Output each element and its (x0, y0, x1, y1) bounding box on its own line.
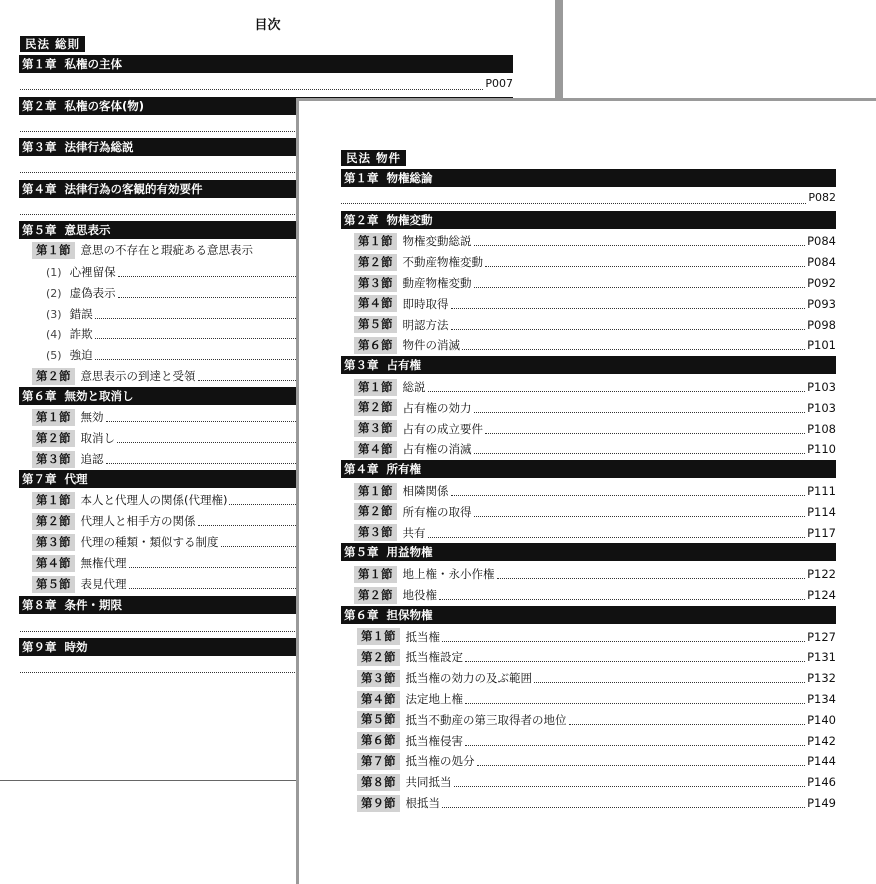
chapter-title: 用益物権 (386, 545, 433, 560)
section-row (354, 336, 836, 354)
section-title: 相隣関係 (402, 484, 449, 498)
section-row: 第２節 意思表示の到達と受領 (32, 367, 522, 385)
section-row (354, 295, 836, 313)
section-title: 即時取得 (402, 296, 449, 311)
section-number: 第４節 (357, 691, 400, 708)
section-label: 民法 物件 (341, 150, 406, 166)
section-row (354, 253, 836, 271)
page-number: P149 (807, 796, 836, 810)
section-title: 明認方法 (402, 317, 449, 332)
subsection-item: (2) 虚偽表示 (46, 284, 516, 302)
section-title: 抵当権の処分 (405, 754, 475, 769)
section-title: 地上権・永小作権 (402, 567, 495, 582)
section-title: 抵当権の効力の及ぶ範囲 (405, 671, 532, 686)
chapter-heading (341, 356, 836, 374)
front-page (296, 98, 876, 884)
chapter-page-line: P007 (20, 78, 513, 90)
section-row: 第５節 表見代理 (32, 575, 522, 593)
section-row: 第２節 取消し (32, 429, 522, 447)
chapter-title: 占有権 (386, 358, 421, 373)
section-title: 所有権の取得 (402, 504, 472, 519)
section-row (354, 232, 836, 250)
page-number: P144 (807, 754, 836, 769)
page-number: P098 (807, 317, 836, 332)
section-row (354, 378, 836, 396)
page-number: P111 (807, 484, 836, 498)
section-title: 抵当権設定 (405, 650, 463, 665)
chapter-number: 第３章 (344, 358, 379, 373)
chapter-heading (341, 460, 836, 478)
chapter-heading: 第１章 私権の主体 (19, 55, 513, 73)
section-number: 第２節 (357, 649, 400, 666)
section-row (357, 794, 836, 812)
section-row (357, 690, 836, 708)
chapter-heading: 第３章 法律行為総説 (19, 138, 513, 156)
section-row (354, 316, 836, 334)
page-number: P084 (807, 234, 836, 249)
chapter-heading (341, 543, 836, 561)
section-number: 第２節 (354, 399, 397, 416)
section-title: 共同抵当 (405, 775, 452, 790)
section-row: 第４節 無権代理 (32, 554, 522, 572)
chapter-heading: 第５章 意思表示 (19, 221, 513, 239)
section-title: 占有権の効力 (402, 400, 472, 415)
page-number: P132 (807, 671, 836, 686)
section-row: 第１節 意思の不存在と瑕疵ある意思表示 (32, 241, 522, 259)
chapter-heading (341, 169, 836, 187)
section-row (357, 669, 836, 687)
section-row (357, 711, 836, 729)
section-row: 第１節 本人と代理人の関係(代理権) (32, 491, 522, 509)
page-number: P117 (807, 525, 836, 540)
chapter-heading: 第６章 無効と取消し (19, 387, 513, 405)
page-number: P103 (807, 400, 836, 415)
page-number: P110 (807, 442, 836, 457)
chapter-title: 物権総論 (386, 171, 433, 185)
section-number: 第３節 (354, 420, 397, 437)
section-title: 抵当権侵害 (405, 733, 463, 748)
page-number: P146 (807, 775, 836, 790)
section-title: 抵当権 (405, 629, 440, 644)
page-number: P084 (807, 255, 836, 270)
section-number: 第４節 (354, 441, 397, 458)
page-number: P101 (807, 338, 836, 353)
section-title: 不動産物権変動 (402, 255, 483, 270)
section-row (357, 752, 836, 770)
section-row (354, 399, 836, 417)
page-shadow (555, 0, 563, 98)
section-number: 第１節 (354, 483, 397, 500)
chapter-heading: 第８章 条件・期限 (19, 596, 513, 614)
section-number: 第２節 (354, 254, 397, 271)
section-number: 第９節 (357, 795, 400, 812)
section-number: 第６節 (357, 732, 400, 749)
section-number: 第３節 (354, 524, 397, 541)
subsection-item: (3) 錯誤 (46, 305, 516, 323)
section-row: 第３節 代理の種類・類似する制度 (32, 533, 522, 551)
section-row (354, 274, 836, 292)
page-number: P142 (807, 733, 836, 748)
section-number: 第４節 (354, 295, 397, 312)
chapter-title: 物権変動 (386, 212, 433, 227)
chapter-heading (341, 211, 836, 229)
section-title: 法定地上権 (405, 692, 463, 706)
section-row (354, 586, 836, 604)
section-number: 第３節 (357, 670, 400, 687)
chapter-heading: 第７章 代理 (19, 470, 513, 488)
page-number: P134 (807, 692, 836, 706)
section-number: 第７節 (357, 753, 400, 770)
section-title: 物件の消滅 (402, 338, 460, 353)
page-number: P131 (807, 650, 836, 665)
section-row (354, 420, 836, 438)
section-row (357, 628, 836, 646)
section-number: 第２節 (354, 503, 397, 520)
section-title: 物権変動総説 (402, 234, 472, 249)
section-row: 第３節 追認 (32, 450, 522, 468)
subsection-item: (5) 強迫 (46, 346, 516, 364)
section-number: 第５節 (357, 711, 400, 728)
chapter-number: 第４章 (344, 462, 379, 477)
section-number: 第３節 (354, 275, 397, 292)
chapter-heading (341, 606, 836, 624)
section-number: 第５節 (354, 316, 397, 333)
chapter-page-line (341, 192, 836, 204)
section-title: 根抵当 (405, 796, 440, 810)
section-row (354, 482, 836, 500)
section-number: 第６節 (354, 337, 397, 354)
section-row: 第２節 代理人と相手方の関係 (32, 512, 522, 530)
section-title: 動産物権変動 (402, 276, 472, 290)
page-number: P093 (807, 296, 836, 311)
page-number: P140 (807, 712, 836, 727)
page-number: P127 (807, 629, 836, 644)
section-row (354, 524, 836, 542)
chapter-number: 第６章 (344, 607, 379, 622)
section-number: 第１節 (354, 379, 397, 396)
section-number: 第８節 (357, 774, 400, 791)
section-row: 第１節 無効 (32, 408, 522, 426)
section-number: 第１節 (354, 233, 397, 250)
chapter-title: 所有権 (386, 462, 421, 477)
section-title: 共有 (402, 525, 426, 540)
page-number: P114 (807, 504, 836, 519)
section-label: 民法 総則 (20, 36, 85, 52)
section-row (354, 503, 836, 521)
page-number: P103 (807, 380, 836, 394)
page-number: P124 (807, 588, 836, 602)
chapter-heading: 第２章 私権の客体(物) (19, 97, 513, 115)
section-row (357, 648, 836, 666)
chapter-number: 第２章 (344, 212, 379, 227)
page-number: P092 (807, 276, 836, 290)
chapter-number: 第５章 (344, 545, 379, 560)
page-number: P108 (807, 421, 836, 436)
section-row (357, 732, 836, 750)
section-row (354, 565, 836, 583)
subsection-item: (4) 詐欺 (46, 325, 516, 343)
subsection-item: (1) 心裡留保 (46, 263, 516, 281)
chapter-heading: 第４章 法律行為の客観的有効要件 (19, 180, 513, 198)
section-title: 抵当不動産の第三取得者の地位 (405, 712, 567, 727)
section-title: 地役権 (402, 588, 437, 602)
section-row (354, 440, 836, 458)
section-title: 占有権の消滅 (402, 442, 472, 457)
page-number: P122 (807, 567, 836, 582)
chapter-title: 担保物権 (386, 607, 433, 622)
chapter-heading: 第９章 時効 (19, 638, 513, 656)
toc-title: 目次 (254, 18, 281, 33)
page-number: P082 (808, 190, 836, 204)
section-title: 総説 (402, 380, 426, 394)
section-title: 占有の成立要件 (402, 421, 483, 436)
section-number: 第１節 (354, 566, 397, 583)
section-number: 第２節 (354, 587, 397, 604)
section-number: 第１節 (357, 628, 400, 645)
chapter-number: 第１章 (344, 171, 379, 185)
section-row (357, 773, 836, 791)
